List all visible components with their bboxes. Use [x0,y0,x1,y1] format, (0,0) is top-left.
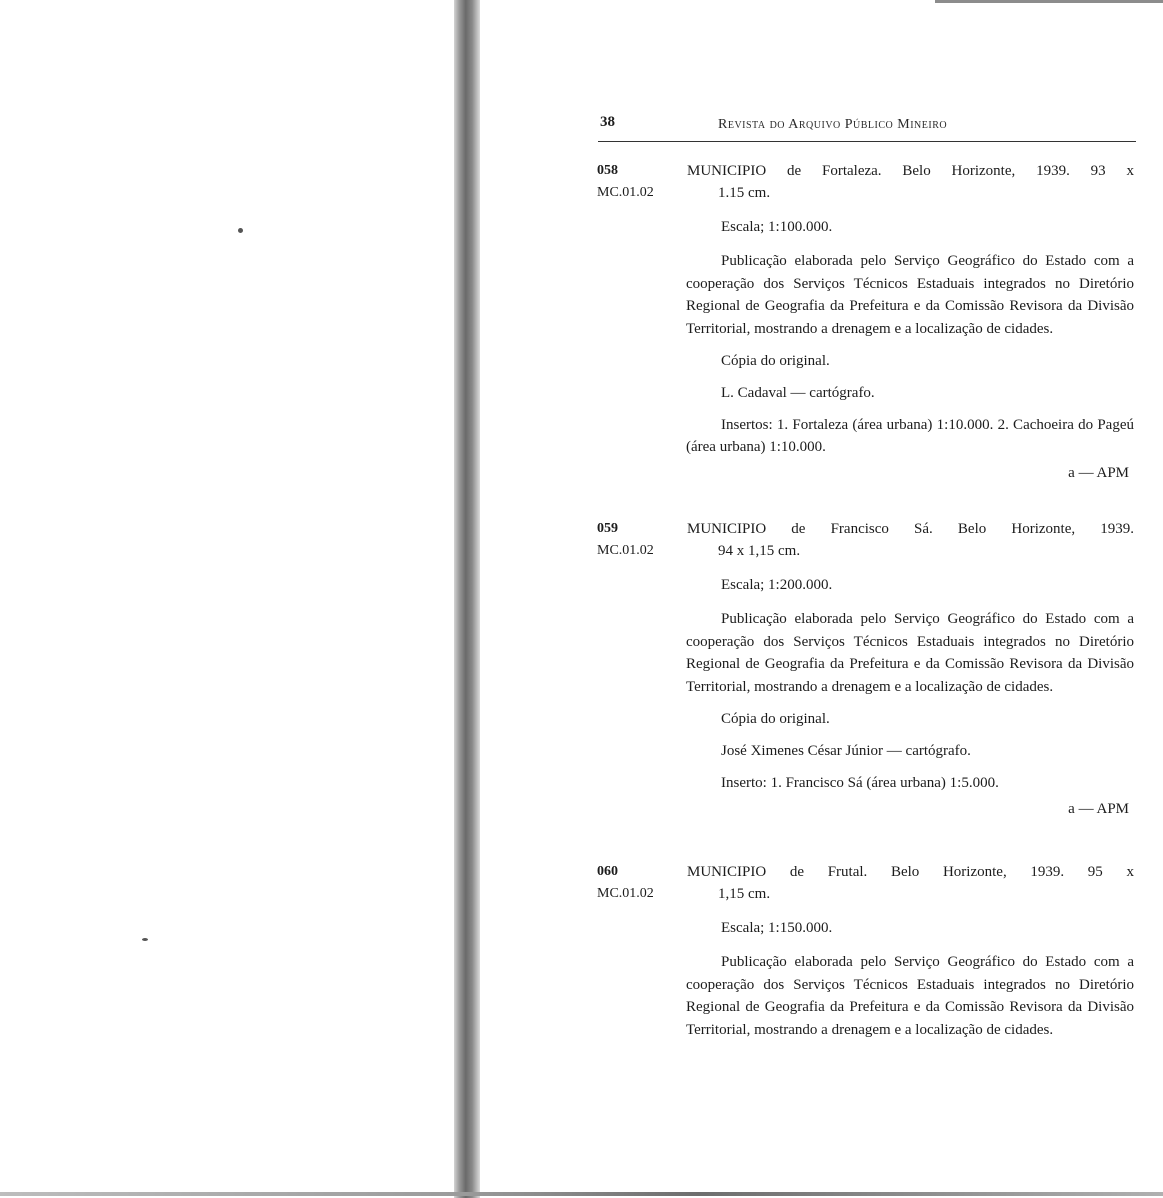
entry-title-line2: 94 x 1,15 cm. [718,543,801,559]
catalog-entry [597,518,1137,820]
entry-number: 059 [597,521,618,536]
entry-number: 060 [597,864,618,879]
header-rule [598,141,1136,142]
entry-body [688,861,1134,1041]
running-title: Revista do Arquivo Público Mineiro [718,117,948,132]
entry-description: Publicação elaborada pelo Serviço Geográfico do Estado com a cooperação dos Serviços Técnicos Estaduais integrados no Diretório Regional de Geografia da Prefeitura e da Comissão Revisora da Divisão Territorial, mostrando a drenagem e a localização de cidades. [686,611,1134,695]
scan-edge-bottom [0,1192,1163,1196]
entry-scale: Escala; 1:200.000. [721,577,833,593]
entry-scale: Escala; 1:100.000. [721,219,833,235]
entry-scale: Escala; 1:150.000. [721,920,833,936]
scan-speck [142,938,148,941]
entry-body [688,518,1134,820]
entry-ref: MC.01.02 [597,886,654,901]
catalog-entry [597,861,1137,1041]
entry-inserts: Insertos: 1. Fortaleza (área urbana) 1:10.000. 2. Cachoeira do Pageú (área urbana) 1:10.000. [686,417,1134,455]
entry-title [688,160,1134,204]
entry-title-line1: MUNICIPIO de Francisco Sá. Belo Horizonte, 1939. [687,521,1134,537]
entry-code [597,160,654,204]
entry-title-line1: MUNICIPIO de Fortaleza. Belo Horizonte, 1939. 93 x [687,163,1134,179]
entry-ref: MC.01.02 [597,185,654,200]
book-gutter [454,0,480,1198]
entry-description: Publicação elaborada pelo Serviço Geográfico do Estado com a cooperação dos Serviços Técnicos Estaduais integrados no Diretório Regional de Geografia da Prefeitura e da Comissão Revisora da Divisão Territorial, mostrando a drenagem e a localização de cidades. [686,954,1134,1038]
entry-copy: Cópia do original. [721,711,830,727]
entry-number: 058 [597,163,618,178]
entry-title [688,861,1134,905]
entry-location: a — APM [1068,465,1129,481]
entry-title-line2: 1.15 cm. [718,185,771,201]
entry-copy: Cópia do original. [721,353,830,369]
entry-code [597,518,654,562]
entry-title-line1: MUNICIPIO de Frutal. Belo Horizonte, 1939. 95 x [687,864,1134,880]
entry-title-line2: 1,15 cm. [718,886,771,902]
entry-body [688,160,1134,484]
scan-speck [238,228,243,233]
page-number: 38 [600,114,615,130]
entry-code [597,861,654,905]
entry-title [688,518,1134,562]
catalog-entry [597,160,1137,484]
entry-inserts: Inserto: 1. Francisco Sá (área urbana) 1:5.000. [721,775,999,791]
entry-ref: MC.01.02 [597,543,654,558]
entry-author: L. Cadaval — cartógrafo. [721,385,875,401]
scan-edge-top [935,0,1163,3]
entry-description: Publicação elaborada pelo Serviço Geográfico do Estado com a cooperação dos Serviços Técnicos Estaduais integrados no Diretório Regional de Geografia da Prefeitura e da Comissão Revisora da Divisão Territorial, mostrando a drenagem e a localização de cidades. [686,253,1134,337]
entry-author: José Ximenes César Júnior — cartógrafo. [721,743,971,759]
entry-location: a — APM [1068,801,1129,817]
